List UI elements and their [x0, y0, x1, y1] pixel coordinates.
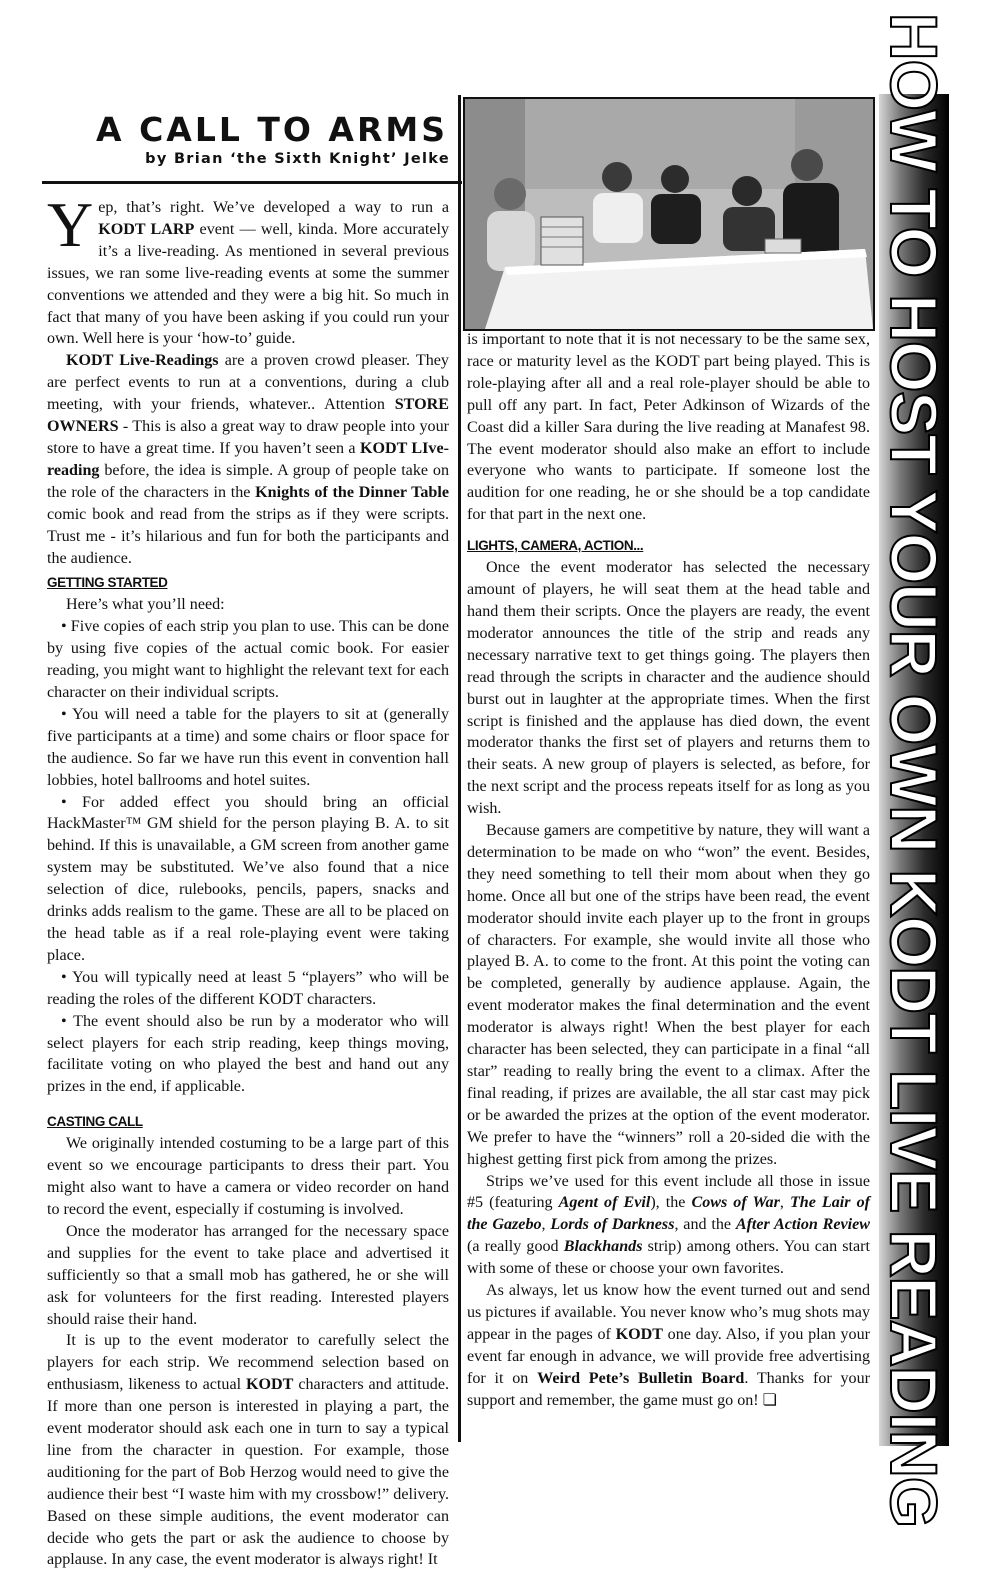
paragraph: Strips we’ve used for this event include all those in issue #5 (featuring Agent of Evil), the Cows of War, The Lair of the Gazebo, Lords of Darkness, and the After Action Review (a really good Blackhands strip) among others. You can start with some of these or choose your own favorites.	[467, 1172, 871, 1278]
paragraph: As always, let us know how the event turned out and send us pictures if available. You never know who’s mug shots may appear in the pages of KODT one day. Also, if you plan your event far enough in advance, we will provide free advertising for it on Weird Pete’s Bulletin Board. Thanks for your support and remember, the game must go on! ❏	[467, 1282, 870, 1409]
photo-illustration	[465, 99, 873, 329]
column-left	[47, 189, 449, 1571]
sidebar-title: HOW TO HOST YOUR OWN KODT LIVE READING	[877, 12, 951, 1528]
list-item: • For added effect you should bring an official HackMaster™ GM shield for the person playing B. A. to sit behind. If this is unavailable, a GM screen from another game system may be substituted. We’ve also found that a nice selection of dice, rulebooks, pencils, papers, snacks and drinks adds realism to the game. These are all to be placed on the head table as if a real role-playing event were taking place.	[47, 793, 449, 964]
paragraph: It is up to the event moderator to carefully select the players for each strip. We recommend selection based on enthusiasm, likeness to actual KODT characters and attitude. If more than one person is interested in playing a part, the event moderator should ask each one in turn to say a typical line from the character in question. For example, those auditioning for the part of Bob Herzog would need to give the audience their best “I waste him with my crossbow!” delivery. Based on these simple auditions, the event moderator can decide who gets the part or ask the audience to choose by applause. In any case, the event moderator is always right! It	[47, 1332, 449, 1569]
list-item: • The event should also be run by a moderator who will select players for each strip reading, keep things moving, facilitate voting on who played the best and hand out any prizes in the end, if applicable.	[47, 1012, 449, 1096]
list-item: • Five copies of each strip you plan to use. This can be done by using five copies of the actual comic book. For easier reading, you might want to highlight the relevant text for each character on their individual scripts.	[47, 618, 449, 702]
article-byline: by Brian ‘the Sixth Knight’ Jelke	[145, 151, 450, 167]
section-heading: GETTING STARTED	[47, 575, 168, 591]
paragraph: is important to note that it is not necessary to be the same sex, race or maturity level as the KODT part being played. This is role-playing after all and a real role-player should be able to pull off any part. In fact, Peter Adkinson of Wizards of the Coast did a killer Sara during the live reading at Manafest 98. The event moderator should also make an effort to include everyone who wants to participate. If someone lost the audition for one reading, he or she should be a top candidate for that part in the next one.	[467, 331, 870, 524]
column-right	[467, 329, 870, 1412]
list-item: • You will typically need at least 5 “players” who will be reading the roles of the different KODT characters.	[47, 968, 449, 1008]
event-photo	[463, 97, 875, 331]
list-item: • You will need a table for the players to sit at (generally five participants at a time) and some chairs or floor space for the audience. So far we have run this event in convention hall lobbies, hotel ballrooms and hotel suites.	[47, 705, 449, 789]
paragraph: Once the event moderator has selected the necessary amount of players, he will seat them at the head table and hand them their scripts. Once the players are ready, the event moderator announces the title of the strip and reads any necessary narrative text to get things going. The players then read through the scripts in character and the audience should burst out in laughter at the appropriate times. When the first script is finished and the applause has died down, the event moderator thanks the first set of players and returns them to their seats. A new group of players is selected, as before, for the next script and the process repeats itself for as long as you wish.	[467, 559, 870, 818]
paragraph: Here’s what you’ll need:	[66, 596, 225, 614]
sidebar-banner	[877, 12, 951, 1528]
section-heading: LIGHTS, CAMERA, ACTION...	[467, 538, 644, 554]
paragraph: KODT Live-Readings are a proven crowd pleaser. They are perfect events to run at a conventions, during a club meeting, with your friends, whatever.. Attention STORE OWNERS - This is also a great way to draw people into your store to have a great time. If you haven’t seen a KODT LIve-reading before, the idea is simple. A group of people take on the role of the characters in the Knights of the Dinner Table comic book and read from the strips as if they were scripts. Trust me - it’s hilarious and fun for both the participants and the audience.	[47, 352, 449, 567]
section-heading: CASTING CALL	[47, 1114, 143, 1130]
title-rule	[42, 181, 462, 184]
intro-paragraph: Yep, that’s right. We’ve developed a way to run a KODT LARP event — well, kinda. More accurately it’s a live-reading. As mentioned in several previous issues, we ran some live-reading events at some the summer conventions we attended and they were a big hit. So much in fact that many of you have been asking if you could run your own. Well here is your ‘how-to’ guide.	[47, 189, 449, 348]
drop-cap: Y	[47, 189, 94, 260]
paragraph: Because gamers are competitive by nature, they will want a determination to be made on who “won” the event. Besides, they need something to tell their mom about when they go home. Once all but one of the strips have been read, the event moderator should invite each player up to the front in groups of characters. For example, she would invite all those who played B. A. to come to the front. At this point the voting can be completed, generally by audience applause. Again, the event moderator makes the final determination and the event moderator is always right! When the best player for each character has been selected, they can participate in a final “all star” reading to really bring the event to a climax. After the final reading, if prizes are available, the all star cast may pick or be awarded the prizes at the option of the event moderator. We prefer to have the “winners” roll a 20-sided die with the highest getting first pick from among the prizes.	[467, 822, 870, 1168]
paragraph: Once the moderator has arranged for the necessary space and supplies for the event to take place and advertised it sufficiently so that a small mob has gathered, he or she will ask for volunteers for the first reading. Interested players should raise their hand.	[47, 1222, 449, 1328]
paragraph: We originally intended costuming to be a large part of this event so we encourage participants to dress their part. You might also want to have a camera or video recorder on hand to record the event, especially if costuming is involved.	[47, 1135, 449, 1218]
article-title: A CALL TO ARMS	[96, 110, 448, 149]
column-divider	[458, 95, 461, 1442]
